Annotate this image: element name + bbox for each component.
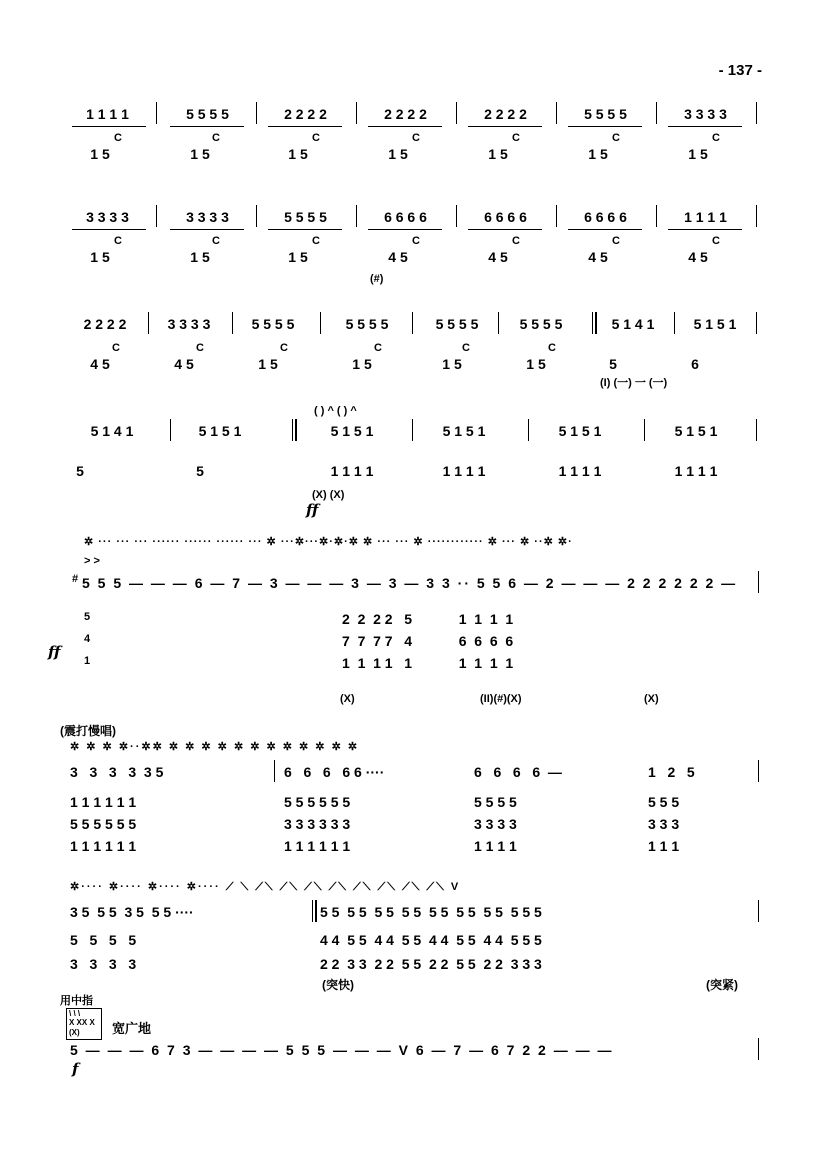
bass-row <box>70 247 760 267</box>
annotation: (#) <box>370 273 384 285</box>
measure: 1 1 1 1 <box>86 106 129 122</box>
bass-row <box>70 354 760 374</box>
barline <box>412 312 413 334</box>
barline <box>356 205 357 227</box>
beam <box>368 229 442 230</box>
bass-measure: 4 5 <box>688 249 708 265</box>
measure: 5 5 5 5 <box>186 106 229 122</box>
melody-row <box>70 902 760 922</box>
bass-measure: 1 5 <box>352 356 372 372</box>
measure: 3 3 3 3 <box>684 106 727 122</box>
measure: 6 6 6 6 — <box>474 764 562 780</box>
bass-measure: 1 5 <box>288 146 308 162</box>
measure: 3 3 3 3 <box>86 209 129 225</box>
chord-mark: C <box>712 132 720 144</box>
barline <box>756 419 757 441</box>
melody-line: 5 5 5 — — — 6 — 7 — 3 — — — 3 — 3 — 3 3 ·· 5 5 6 — 2 — — — 2 2 2 2 2 2 — <box>82 575 738 591</box>
tab-row: \ \ \ <box>69 1009 81 1018</box>
beam <box>72 229 146 230</box>
ornament-marks: ( ) ^ ( ) ^ <box>314 405 357 417</box>
barline <box>756 312 757 334</box>
chord-row: 2 2 2 2 5 1 1 1 1 <box>342 611 514 627</box>
beam <box>568 126 642 127</box>
measure: 5 5 5 5 <box>519 316 563 332</box>
section-title: (震打慢唱) <box>60 724 116 738</box>
measure: 6 6 6 6 <box>384 209 427 225</box>
tremolo-marks: ✲ ··· ··· ··· ······ ······ ······ ··· ✲ ···✲···✲·✲·✲ ✲ ··· ··· ✲ ············ ✲ ··· ✲ ··✲ ✲· <box>84 536 573 548</box>
bass-measure: 5 <box>196 463 204 479</box>
dynamic-marking: ff <box>306 501 319 519</box>
barline <box>170 419 171 441</box>
chord-row: 7 7 7 7 4 6 6 6 6 <box>342 633 514 649</box>
tab-row: (X) <box>69 1028 80 1037</box>
chord-cells: 5 5 5 5 5 5 <box>70 816 137 832</box>
chord-cells: 1 1 1 1 1 1 <box>70 838 137 854</box>
barline <box>156 102 157 124</box>
left-chord: 4 <box>84 633 91 645</box>
system-7 <box>70 880 760 990</box>
measure: 6 6 6 6 <box>484 209 527 225</box>
melody-row <box>70 1040 760 1060</box>
beam <box>170 229 244 230</box>
bass-measure: 5 <box>76 463 84 479</box>
chord-cells: 5 5 5 5 5 5 <box>284 794 351 810</box>
bass-measure: 1 1 1 1 <box>442 463 486 479</box>
chord-cells: 1 1 1 1 1 1 <box>70 794 137 810</box>
bass-measure: 4 5 <box>488 249 508 265</box>
bass-measure: 1 5 <box>190 249 210 265</box>
melody-row <box>70 762 760 782</box>
annotation: (X) (X) <box>312 489 345 501</box>
measure: 5 1 5 1 <box>442 423 486 439</box>
chord-row <box>70 836 760 856</box>
accent-marks: > > <box>84 555 100 567</box>
chord-mark: C <box>412 132 420 144</box>
chord-cells: 4 4 5 5 4 4 5 5 4 4 5 5 4 4 5 5 5 <box>320 932 542 948</box>
beam <box>668 229 742 230</box>
measure: 6 6 6 6 6 ···· <box>284 764 385 780</box>
tempo-label-left: (突快) <box>322 978 354 992</box>
barline <box>456 205 457 227</box>
barline <box>644 419 645 441</box>
chord-mark: C <box>280 342 288 354</box>
melody-line: 5 — — — 6 7 3 — — — — 5 5 5 — — — V 6 — 7 — 6 7 2 2 — — — <box>70 1042 614 1058</box>
barline <box>156 205 157 227</box>
repeat-barline <box>595 312 597 334</box>
barline <box>674 312 675 334</box>
chord-mark: C <box>312 132 320 144</box>
chord-mark: C <box>512 132 520 144</box>
chord-cells: 3 3 3 3 <box>70 956 137 972</box>
bass-measure: 1 1 1 1 <box>674 463 718 479</box>
chord-mark: C <box>212 235 220 247</box>
measure: 5 5 5 5 <box>284 209 327 225</box>
tremolo-marks: ✲ ✲ ✲ ✲··✲✲ ✲ ✲ ✲ ✲ ✲ ✲ ✲ ✲ ✲ ✲ ✲ ✲ <box>70 741 360 753</box>
bass-row <box>70 461 760 481</box>
accidental: # <box>72 573 79 585</box>
chord-row <box>70 814 760 834</box>
measure: 5 5 5 5 <box>251 316 295 332</box>
measure: 3 3 3 3 <box>186 209 229 225</box>
bass-measure: 1 5 <box>442 356 462 372</box>
measure: 5 5 5 5 <box>435 316 479 332</box>
chord-cells: 1 1 1 1 1 1 <box>284 838 351 854</box>
barline <box>756 102 757 124</box>
bass-measure: 1 5 <box>688 146 708 162</box>
measure: 2 2 2 2 <box>284 106 327 122</box>
dynamic-marking: f <box>72 1060 79 1078</box>
measure: 5 5 5 5 <box>345 316 389 332</box>
measure: 2 2 2 2 <box>384 106 427 122</box>
finger-label: 用中指 <box>60 995 93 1007</box>
barline <box>256 102 257 124</box>
chord-mark: C <box>612 235 620 247</box>
bass-measure: 1 5 <box>258 356 278 372</box>
system-6 <box>60 722 760 862</box>
barline <box>320 312 321 334</box>
barline <box>274 760 275 782</box>
barline <box>758 900 759 922</box>
annotation: (X) <box>644 693 659 705</box>
barline <box>498 312 499 334</box>
barline <box>528 419 529 441</box>
chord-mark: C <box>712 235 720 247</box>
barline <box>758 571 759 593</box>
measure: 5 1 5 1 <box>330 423 374 439</box>
beam <box>368 126 442 127</box>
measure: 5 1 5 1 <box>558 423 602 439</box>
barline <box>556 102 557 124</box>
barline <box>356 102 357 124</box>
bass-measure: 1 5 <box>288 249 308 265</box>
chord-cells: 5 5 5 <box>648 794 680 810</box>
chord-cells: 5 5 5 5 <box>474 794 517 810</box>
annotation: (X) <box>340 693 355 705</box>
bass-measure: 1 5 <box>190 146 210 162</box>
barline <box>556 205 557 227</box>
bass-measure: 1 5 <box>588 146 608 162</box>
repeat-barline <box>315 900 317 922</box>
left-chord: 5 <box>84 611 91 623</box>
beam <box>268 126 342 127</box>
melody-row <box>70 314 760 334</box>
beam <box>568 229 642 230</box>
measure: 2 2 2 2 <box>484 106 527 122</box>
chord-cells: 3 3 3 <box>648 816 680 832</box>
chord-row <box>70 954 760 974</box>
bass-measure: 4 5 <box>90 356 110 372</box>
system-3 <box>70 310 760 390</box>
chord-mark: C <box>548 342 556 354</box>
bass-measure: 1 5 <box>90 146 110 162</box>
chord-mark: C <box>312 235 320 247</box>
chord-cells: 1 1 1 1 <box>474 838 517 854</box>
barline <box>256 205 257 227</box>
tab-row: X XX X <box>69 1018 95 1027</box>
bass-measure: 5 <box>609 356 617 372</box>
measure: 3 3 3 3 3 5 <box>70 764 164 780</box>
barline <box>412 419 413 441</box>
repeat-barline <box>312 900 313 922</box>
bass-measure: 1 5 <box>488 146 508 162</box>
chord-row: 1 1 1 1 1 1 1 1 1 <box>342 655 514 671</box>
barline <box>758 1038 759 1060</box>
bass-measure: 1 1 1 1 <box>558 463 602 479</box>
beam <box>468 229 542 230</box>
chord-mark: C <box>114 235 122 247</box>
system-8 <box>60 992 760 1092</box>
repeat-barline <box>592 312 593 334</box>
chord-row <box>70 792 760 812</box>
bass-measure: 4 5 <box>174 356 194 372</box>
tablature-box <box>66 1008 102 1040</box>
chord-mark: C <box>462 342 470 354</box>
annotation: (II)(#)(X) <box>480 693 522 705</box>
beam <box>170 126 244 127</box>
measure: 5 5 5 5 5 5 5 5 5 5 5 5 5 5 5 5 5 <box>320 904 542 920</box>
melody-row <box>70 573 760 593</box>
chord-row <box>70 930 760 950</box>
system-2 <box>70 203 760 288</box>
measure: 6 6 6 6 <box>584 209 627 225</box>
measure: 5 1 4 1 <box>611 316 655 332</box>
tempo-label-right: (突紧) <box>706 978 738 992</box>
chord-cells: 2 2 3 3 2 2 5 5 2 2 5 5 2 2 3 3 3 <box>320 956 542 972</box>
bass-measure: 1 5 <box>526 356 546 372</box>
chord-cells: 5 5 5 5 <box>70 932 137 948</box>
chord-mark: C <box>114 132 122 144</box>
tremolo-marks: ✲···· ✲···· ✲···· ✲···· ⟋ ⟍ ⟋⟍ ⟋⟍ ⟋⟍ ⟋⟍ ⟋⟍ ⟋⟍ ⟋⟍ ⟋⟍ V <box>70 881 461 893</box>
system-5 <box>48 535 760 715</box>
chord-mark: C <box>196 342 204 354</box>
chord-mark: C <box>212 132 220 144</box>
left-chord: 1 <box>84 655 91 667</box>
repeat-barline <box>295 419 297 441</box>
barline <box>148 312 149 334</box>
dynamic-marking: ff <box>48 643 61 661</box>
chord-mark: C <box>612 132 620 144</box>
bass-row <box>70 144 760 164</box>
melody-row <box>70 421 760 441</box>
barline <box>756 205 757 227</box>
beam <box>668 126 742 127</box>
system-1 <box>70 100 760 180</box>
bass-measure: 1 5 <box>90 249 110 265</box>
measure: 5 1 5 1 <box>198 423 242 439</box>
bass-measure: 1 5 <box>388 146 408 162</box>
beam <box>268 229 342 230</box>
measure: 2 2 2 2 <box>83 316 127 332</box>
repeat-barline <box>292 419 293 441</box>
bass-measure: 4 5 <box>388 249 408 265</box>
measure: 5 1 4 1 <box>90 423 134 439</box>
measure: 5 1 5 1 <box>693 316 737 332</box>
barline <box>758 760 759 782</box>
measure: 3 5 5 5 3 5 5 5 ···· <box>70 904 194 920</box>
beam <box>72 126 146 127</box>
barline <box>456 102 457 124</box>
annotation: (I) (一) 一 (一) <box>600 377 668 389</box>
bass-measure: 1 1 1 1 <box>330 463 374 479</box>
measure: 5 5 5 5 <box>584 106 627 122</box>
measure: 1 1 1 1 <box>684 209 727 225</box>
bass-measure: 4 5 <box>588 249 608 265</box>
bass-measure: 6 <box>691 356 699 372</box>
chord-mark: C <box>512 235 520 247</box>
chord-cells: 1 1 1 <box>648 838 680 854</box>
chord-cells: 3 3 3 3 <box>474 816 517 832</box>
chord-mark: C <box>112 342 120 354</box>
measure: 1 2 5 <box>648 764 695 780</box>
beam <box>468 126 542 127</box>
tempo-marking: 宽广地 <box>112 1021 152 1036</box>
chord-mark: C <box>374 342 382 354</box>
barline <box>232 312 233 334</box>
measure: 5 1 5 1 <box>674 423 718 439</box>
barline <box>656 205 657 227</box>
chord-cells: 3 3 3 3 3 3 <box>284 816 351 832</box>
chord-mark: C <box>412 235 420 247</box>
measure: 3 3 3 3 <box>167 316 211 332</box>
system-4 <box>70 405 760 525</box>
page-number: - 137 - <box>718 62 762 79</box>
barline <box>656 102 657 124</box>
